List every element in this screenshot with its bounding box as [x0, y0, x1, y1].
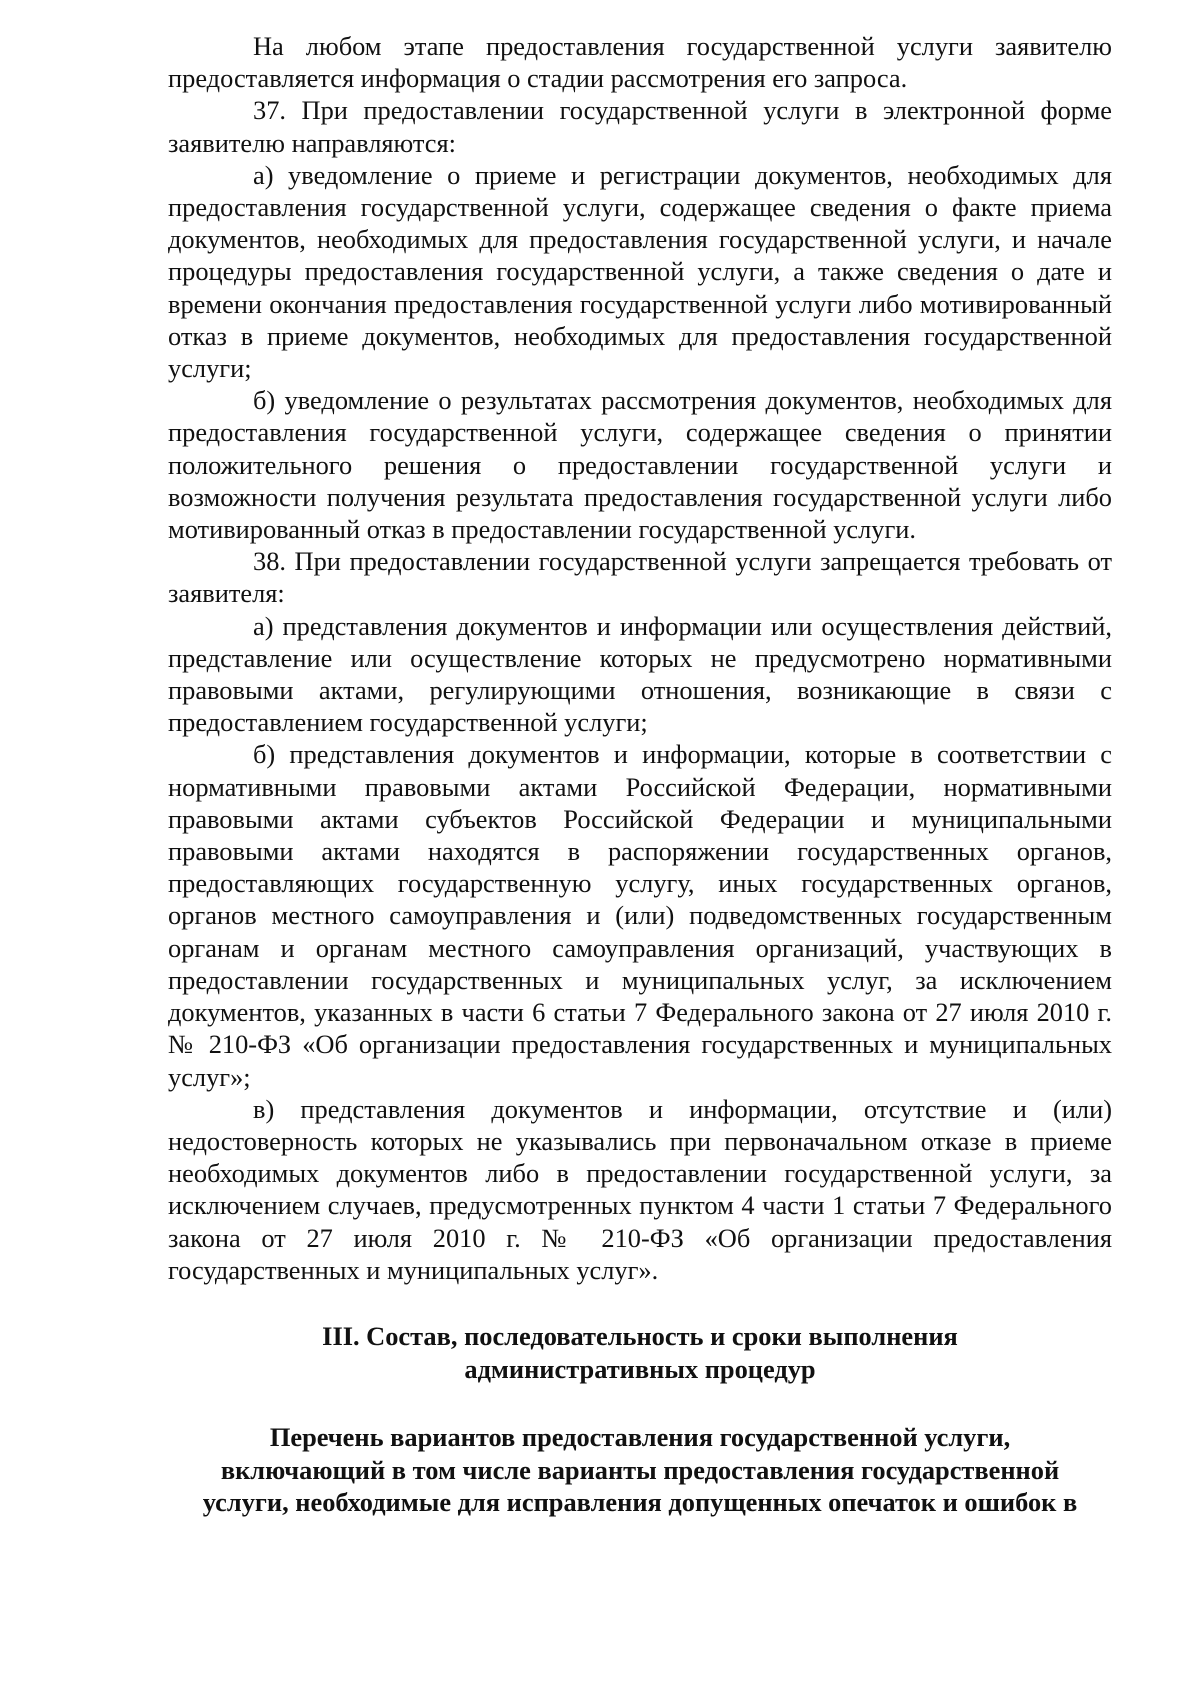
paragraph-38-a: а) представления документов и информации или осуществления действий, представление или осуществление которых не предусмотрено нормативными правовыми актами, регулирующими отношения, возникающие в связи с предоставлением государственной услуги;	[168, 610, 1112, 738]
subheading-line: Перечень вариантов предоставления государственной услуги,	[269, 1422, 1011, 1453]
paragraph-37: 37. При предоставлении государственной услуги в электронной форме заявителю направляются:	[168, 95, 1112, 158]
section-heading-line: административных процедур	[464, 1353, 816, 1384]
paragraph-stage-info: На любом этапе предоставления государственной услуги заявителю предоставляется информация о стадии рассмотрения его запроса.	[168, 31, 1112, 94]
paragraph-37-b: б) уведомление о результатах рассмотрения документов, необходимых для предоставления государственной услуги, содержащее сведения о принятии положительного решения о предоставлении государственной услуги и возможности получения результата предоставления государственной услуги либо мотивированный отказ в предоставлении государственной услуги.	[168, 385, 1112, 545]
document-page	[168, 30, 1112, 1519]
paragraph-38-b: б) представления документов и информации, которые в соответствии с нормативными правовыми актами Российской Федерации, нормативными правовыми актами субъектов Российской Федерации и муниципальными правовыми актами находятся в распоряжении государственных органов, предоставляющих государственную услугу, иных государственных органов, органов местного самоуправления и (или) подведомственных государственным органам и органам местного самоуправления организаций, участвующих в предоставлении государственных и муниципальных услуг, за исключением документов, указанных в части 6 статьи 7 Федерального закона от 27 июля 2010 г. № 210-ФЗ «Об организации предоставления государственных и муниципальных услуг»;	[168, 739, 1112, 1092]
paragraph-38: 38. При предоставлении государственной услуги запрещается требовать от заявителя:	[168, 546, 1112, 609]
subheading-line: услуги, необходимые для исправления допущенных опечаток и ошибок в	[202, 1487, 1078, 1518]
subheading	[168, 1421, 1112, 1519]
subheading-line: включающий в том числе варианты предоставления государственной	[220, 1454, 1060, 1485]
paragraph-37-a: а) уведомление о приеме и регистрации документов, необходимых для предоставления государственной услуги, содержащее сведения о факте приема документов, необходимых для предоставления государственной услуги, и начале процедуры предоставления государственной услуги, а также сведения о дате и времени окончания предоставления государственной услуги либо мотивированный отказ в приеме документов, необходимых для предоставления государственной услуги;	[168, 159, 1112, 384]
section-heading-line: III. Состав, последовательность и сроки выполнения	[322, 1320, 958, 1351]
section-heading	[168, 1320, 1112, 1385]
paragraph-38-v: в) представления документов и информации, отсутствие и (или) недостоверность которых не указывались при первоначальном отказе в приеме необходимых документов либо в предоставлении государственной услуги, за исключением случаев, предусмотренных пунктом 4 части 1 статьи 7 Федерального закона от 27 июля 2010 г. № 210-ФЗ «Об организации предоставления государственных и муниципальных услуг».	[168, 1093, 1112, 1285]
